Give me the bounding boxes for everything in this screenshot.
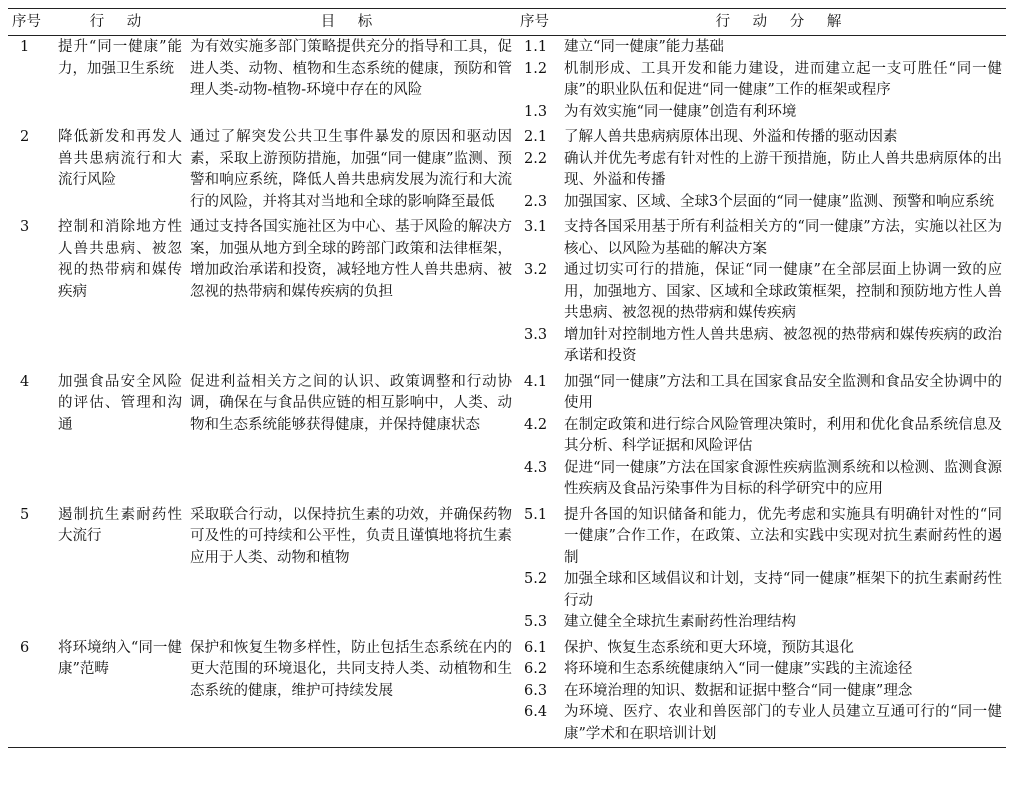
subaction-number: 6.4 [524,704,548,720]
subaction-text: 保护、恢复生态系统和更大环境，预防其退化 [564,639,854,656]
subaction-text: 促进“同一健康”方法在国家食源性疾病监测系统和以检测、监测食源性疾病及食品污染事件为目标的科学研究中的应用 [564,459,1002,497]
action-title: 控制和消除地方性人兽共患病、被忽视的热带病和媒传疾病 [58,219,182,300]
subaction-text: 支持各国采用基于所有利益相关方的“同一健康”方法，实施以社区为核心、以风险为基础的解决方案 [564,219,1002,257]
header-row [8,9,1006,36]
subaction-text: 为有效实施“同一健康”创造有利环境 [564,103,797,120]
action-number: 1 [20,39,30,55]
action-plan-table [8,8,1006,748]
header-seq: 序号 [12,14,41,30]
action-goal: 通过支持各国实施社区为中心、基于风险的解决方案，加强从地方到全球的跨部门政策和法律框架，增加政治承诺和投资，减轻地方性人兽共患病、被忽视的热带病和媒传疾病的负担 [190,219,512,300]
header-action: 行 动 [89,14,151,30]
subaction-number: 6.3 [524,682,548,699]
action-title: 降低新发和再发人兽共患病流行和大流行风险 [58,129,182,188]
subaction-number: 6.1 [524,639,548,656]
subaction-text: 增加针对控制地方性人兽共患病、被忽视的热带病和媒传疾病的政治承诺和投资 [564,326,1002,364]
table-row [8,368,1006,415]
action-goal: 为有效实施多部门策略提供充分的指导和工具，促进人类、动物、植物和生态系统的健康，预防和管理人类-动物-植物-环境中存在的风险 [190,39,512,98]
subaction-text: 将环境和生态系统健康纳入“同一健康”实践的主流途径 [564,661,913,677]
subaction-number: 3.1 [524,219,548,235]
subaction-number: 1.3 [524,103,548,120]
subaction-number: 6.2 [524,661,548,677]
subaction-text: 了解人兽共患病病原体出现、外溢和传播的驱动因素 [564,129,898,145]
header-goal: 目 标 [320,14,382,30]
header-subseq: 序号 [520,14,549,30]
subaction-number: 1.2 [524,60,548,77]
action-goal: 促进利益相关方之间的认识、政策调整和行动协调，确保在与食品供应链的相互影响中，人类、动物和生态系统能够获得健康，并保持健康状态 [190,373,512,433]
subaction-number: 2.3 [524,193,548,210]
table-row [8,123,1006,149]
subaction-number: 3.2 [524,262,548,278]
table-row [8,501,1006,570]
subaction-number: 3.3 [524,326,548,343]
subaction-text: 通过切实可行的措施，保证“同一健康”在全部层面上协调一致的应用，加强地方、国家、区域和全球政策框架，控制和预防地方性人兽共患病、被忽视的热带病和媒传疾病 [564,262,1002,321]
subaction-number: 5.2 [524,571,548,587]
subaction-text: 在环境治理的知识、数据和证据中整合“同一健康”理念 [564,682,913,699]
subaction-text: 为环境、医疗、农业和兽医部门的专业人员建立互通可行的“同一健康”学术和在职培训计划 [564,704,1002,742]
table-body [8,36,1006,748]
table-header [8,9,1006,36]
action-goal: 采取联合行动，以保持抗生素的功效，并确保药物可及性的可持续和公平性，负责且谨慎地将抗生素应用于人类、动物和植物 [190,506,512,566]
subaction-number: 1.1 [524,39,548,55]
table-row [8,213,1006,260]
action-number: 5 [20,506,30,523]
table-row [8,36,1006,59]
subaction-number: 2.1 [524,129,548,145]
action-title: 提升“同一健康”能力，加强卫生系统 [58,39,182,77]
subaction-text: 建立健全全球抗生素耐药性治理结构 [564,614,796,630]
subaction-number: 4.1 [524,373,548,390]
subaction-number: 4.3 [524,459,548,476]
subaction-number: 5.3 [524,614,548,630]
action-title: 加强食品安全风险的评估、管理和沟通 [58,373,182,433]
subaction-number: 2.2 [524,150,548,167]
header-breakdown: 行 动 分 解 [715,14,851,30]
subaction-text: 加强全球和区域倡议和计划，支持“同一健康”框架下的抗生素耐药性行动 [564,571,1002,609]
action-number: 3 [20,219,30,235]
subaction-text: 加强“同一健康”方法和工具在国家食品安全监测和食品安全协调中的使用 [564,373,1002,411]
subaction-number: 4.2 [524,416,548,433]
action-goal: 通过了解突发公共卫生事件暴发的原因和驱动因素，采取上游预防措施，加强“同一健康”监测、预警和响应系统，降低人兽共患病发展为流行和大流行的风险，并将其对当地和全球的影响降至最低 [190,129,512,210]
action-number: 6 [20,639,30,656]
subaction-text: 机制形成、工具开发和能力建设，进而建立起一支可胜任“同一健康”的职业队伍和促进“同一健康”工作的框架或程序 [564,60,1002,98]
subaction-number: 5.1 [524,506,548,523]
table-row [8,634,1006,660]
action-number: 2 [20,129,30,145]
action-title: 将环境纳入“同一健康”范畴 [58,639,182,677]
subaction-text: 在制定政策和进行综合风险管理决策时，利用和优化食品系统信息及其分析、科学证据和风险评估 [564,416,1002,454]
subaction-text: 提升各国的知识储备和能力，优先考虑和实施具有明确针对性的“同一健康”合作工作，在政策、立法和实践中实现对抗生素耐药性的遏制 [564,506,1002,566]
subaction-text: 建立“同一健康”能力基础 [564,39,724,55]
subaction-text: 确认并优先考虑有针对性的上游干预措施，防止人兽共患病原体的出现、外溢和传播 [564,150,1002,188]
action-goal: 保护和恢复生物多样性，防止包括生态系统在内的更大范围的环境退化，共同支持人类、动植物和生态系统的健康，维护可持续发展 [190,639,512,699]
subaction-text: 加强国家、区域、全球3个层面的“同一健康”监测、预警和响应系统 [564,193,995,210]
action-title: 遏制抗生素耐药性大流行 [58,506,182,544]
action-number: 4 [20,373,30,390]
